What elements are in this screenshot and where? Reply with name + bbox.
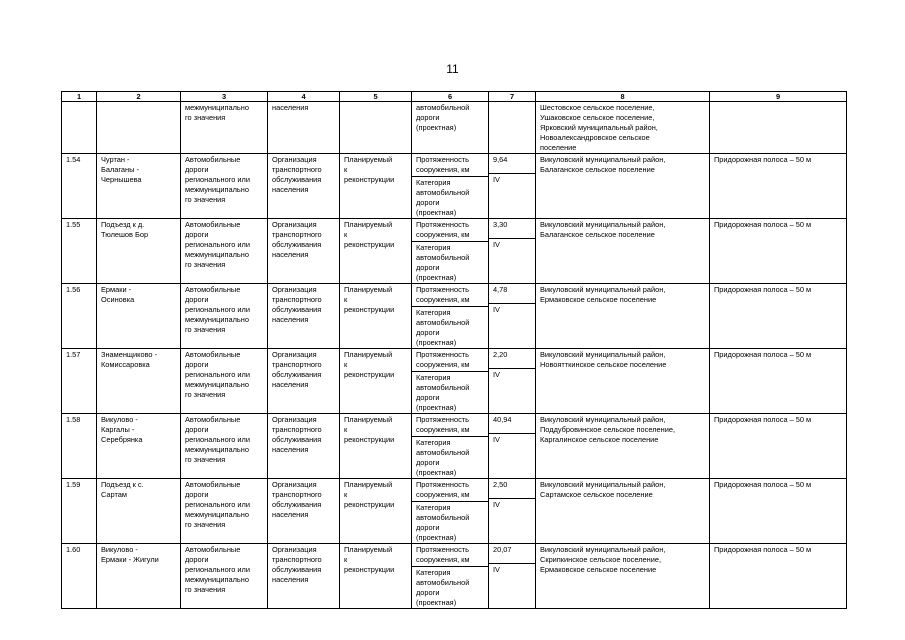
cell-name xyxy=(97,102,181,154)
cell-type: Автомобильные дороги регионального или межмуниципально го значения xyxy=(181,479,268,544)
cell-status: Планируемый к реконструкции xyxy=(340,414,412,479)
param-category-label: Категория автомобильной дороги (проектная) xyxy=(416,568,470,607)
cell-location: Викуловский муниципальный район, Новоятткинское сельское поселение xyxy=(536,349,710,414)
cell-zone: Придорожная полоса – 50 м xyxy=(710,414,847,479)
cell-values xyxy=(489,154,536,219)
table-row xyxy=(62,544,847,609)
column-header: 5 xyxy=(340,92,412,102)
cell-name: Чуртан - Балаганы - Чернышева xyxy=(97,154,181,219)
cell-type: Автомобильные дороги регионального или межмуниципально го значения xyxy=(181,284,268,349)
param-length-value: 20,07 xyxy=(489,544,535,564)
cell-location: Викуловский муниципальный район, Поддубровинское сельское поселение, Каргалинское сельское поселение xyxy=(536,414,710,479)
cell-params xyxy=(412,479,489,544)
cell-params xyxy=(412,544,489,609)
param-category-value: IV xyxy=(493,500,500,509)
param-category-label: Категория автомобильной дороги (проектная) xyxy=(416,243,470,282)
cell-purpose: Организация транспортного обслуживания населения xyxy=(268,349,340,414)
cell-values xyxy=(489,414,536,479)
objects-table xyxy=(61,91,847,609)
param-length-value: 3,30 xyxy=(489,219,535,239)
cell-num xyxy=(62,102,97,154)
cell-status: Планируемый к реконструкции xyxy=(340,154,412,219)
param-category-label: Категория автомобильной дороги (проектная) xyxy=(416,438,470,477)
param-length-label: Протяженность сооружения, км xyxy=(412,284,488,307)
table-row xyxy=(62,154,847,219)
cell-status: Планируемый к реконструкции xyxy=(340,219,412,284)
cell-location: Викуловский муниципальный район, Скрипкинское сельское поселение, Ермаковское сельское поселение xyxy=(536,544,710,609)
cell-type: межмуниципально го значения xyxy=(181,102,268,154)
cell-zone xyxy=(710,102,847,154)
cell-purpose: Организация транспортного обслуживания населения xyxy=(268,544,340,609)
cell-params xyxy=(412,284,489,349)
cell-zone: Придорожная полоса – 50 м xyxy=(710,544,847,609)
param-category-value: IV xyxy=(493,435,500,444)
cell-location: Шестовское сельское поселение, Ушаковское сельское поселение, Ярковский муниципальный район, Новоалександровское сельское поселение xyxy=(536,102,710,154)
cell-zone: Придорожная полоса – 50 м xyxy=(710,284,847,349)
param-category-value: IV xyxy=(493,565,500,574)
param-category-label: Категория автомобильной дороги (проектная) xyxy=(416,503,470,542)
param-length-label: Протяженность сооружения, км xyxy=(412,479,488,502)
cell-purpose: Организация транспортного обслуживания населения xyxy=(268,284,340,349)
table-row xyxy=(62,414,847,479)
cell-num: 1.54 xyxy=(62,154,97,219)
param-category-value: IV xyxy=(493,370,500,379)
cell-values xyxy=(489,349,536,414)
cell-zone: Придорожная полоса – 50 м xyxy=(710,349,847,414)
cell-type: Автомобильные дороги регионального или межмуниципально го значения xyxy=(181,154,268,219)
cell-values xyxy=(489,544,536,609)
cell-purpose: Организация транспортного обслуживания населения xyxy=(268,219,340,284)
cell-location: Викуловский муниципальный район, Балаганское сельское поселение xyxy=(536,154,710,219)
cell-type: Автомобильные дороги регионального или межмуниципально го значения xyxy=(181,414,268,479)
param-category-label: Категория автомобильной дороги (проектная) xyxy=(416,373,470,412)
param-length-label: Протяженность сооружения, км xyxy=(412,349,488,372)
column-header: 3 xyxy=(181,92,268,102)
param-category-label: Категория автомобильной дороги (проектная) xyxy=(416,178,470,217)
table-row xyxy=(62,219,847,284)
cell-name: Викулово - Ермаки - Жигули xyxy=(97,544,181,609)
cell-type: Автомобильные дороги регионального или межмуниципально го значения xyxy=(181,544,268,609)
param-length-label: Протяженность сооружения, км xyxy=(412,414,488,437)
cell-purpose: Организация транспортного обслуживания населения xyxy=(268,414,340,479)
cell-num: 1.57 xyxy=(62,349,97,414)
param-category-value: IV xyxy=(493,175,500,184)
cell-purpose: Организация транспортного обслуживания населения xyxy=(268,479,340,544)
param-category-value: IV xyxy=(493,305,500,314)
cell-num: 1.56 xyxy=(62,284,97,349)
cell-params xyxy=(412,219,489,284)
param-length-label: Протяженность сооружения, км xyxy=(412,154,488,177)
cell-num: 1.55 xyxy=(62,219,97,284)
page-number: 11 xyxy=(446,62,459,76)
param-length-value: 2,50 xyxy=(489,479,535,499)
cell-status: Планируемый к реконструкции xyxy=(340,349,412,414)
cell-num: 1.59 xyxy=(62,479,97,544)
cell-params xyxy=(412,349,489,414)
cell-zone: Придорожная полоса – 50 м xyxy=(710,219,847,284)
param-category-value: IV xyxy=(493,240,500,249)
table-row xyxy=(62,349,847,414)
cell-values xyxy=(489,219,536,284)
cell-value xyxy=(489,102,536,154)
cell-params xyxy=(412,154,489,219)
param-length-value: 2,20 xyxy=(489,349,535,369)
cell-name: Ермаки - Осиновка xyxy=(97,284,181,349)
cell-status: Планируемый к реконструкции xyxy=(340,284,412,349)
cell-purpose: Организация транспортного обслуживания населения xyxy=(268,154,340,219)
param-length-label: Протяженность сооружения, км xyxy=(412,544,488,567)
cell-location: Викуловский муниципальный район, Балаганское сельское поселение xyxy=(536,219,710,284)
param-length-value: 4,78 xyxy=(489,284,535,304)
column-header: 8 xyxy=(536,92,710,102)
cell-name: Викулово - Каргалы - Серебрянка xyxy=(97,414,181,479)
cell-location: Викуловский муниципальный район, Ермаковское сельское поселение xyxy=(536,284,710,349)
cell-type: Автомобильные дороги регионального или межмуниципально го значения xyxy=(181,349,268,414)
column-header: 4 xyxy=(268,92,340,102)
continuation-row xyxy=(62,102,847,154)
column-header: 2 xyxy=(97,92,181,102)
cell-status: Планируемый к реконструкции xyxy=(340,479,412,544)
cell-location: Викуловский муниципальный район, Сартамское сельское поселение xyxy=(536,479,710,544)
cell-zone: Придорожная полоса – 50 м xyxy=(710,479,847,544)
cell-values xyxy=(489,284,536,349)
column-header: 7 xyxy=(489,92,536,102)
cell-name: Подъезд к с. Сартам xyxy=(97,479,181,544)
column-number-header xyxy=(62,92,847,102)
cell-type: Автомобильные дороги регионального или межмуниципально го значения xyxy=(181,219,268,284)
param-length-value: 40,94 xyxy=(489,414,535,434)
cell-name: Подъезд к д. Тюлешов Бор xyxy=(97,219,181,284)
column-header: 6 xyxy=(412,92,489,102)
cell-params xyxy=(412,414,489,479)
param-length-value: 9,64 xyxy=(489,154,535,174)
cell-status xyxy=(340,102,412,154)
column-header: 9 xyxy=(710,92,847,102)
cell-param: автомобильной дороги (проектная) xyxy=(412,102,489,154)
table-row xyxy=(62,479,847,544)
param-length-label: Протяженность сооружения, км xyxy=(412,219,488,242)
cell-values xyxy=(489,479,536,544)
table-row xyxy=(62,284,847,349)
column-header: 1 xyxy=(62,92,97,102)
cell-zone: Придорожная полоса – 50 м xyxy=(710,154,847,219)
cell-status: Планируемый к реконструкции xyxy=(340,544,412,609)
cell-num: 1.60 xyxy=(62,544,97,609)
cell-name: Знаменщиково - Комиссаровка xyxy=(97,349,181,414)
param-category-label: Категория автомобильной дороги (проектная) xyxy=(416,308,470,347)
cell-num: 1.58 xyxy=(62,414,97,479)
cell-purpose: населения xyxy=(268,102,340,154)
